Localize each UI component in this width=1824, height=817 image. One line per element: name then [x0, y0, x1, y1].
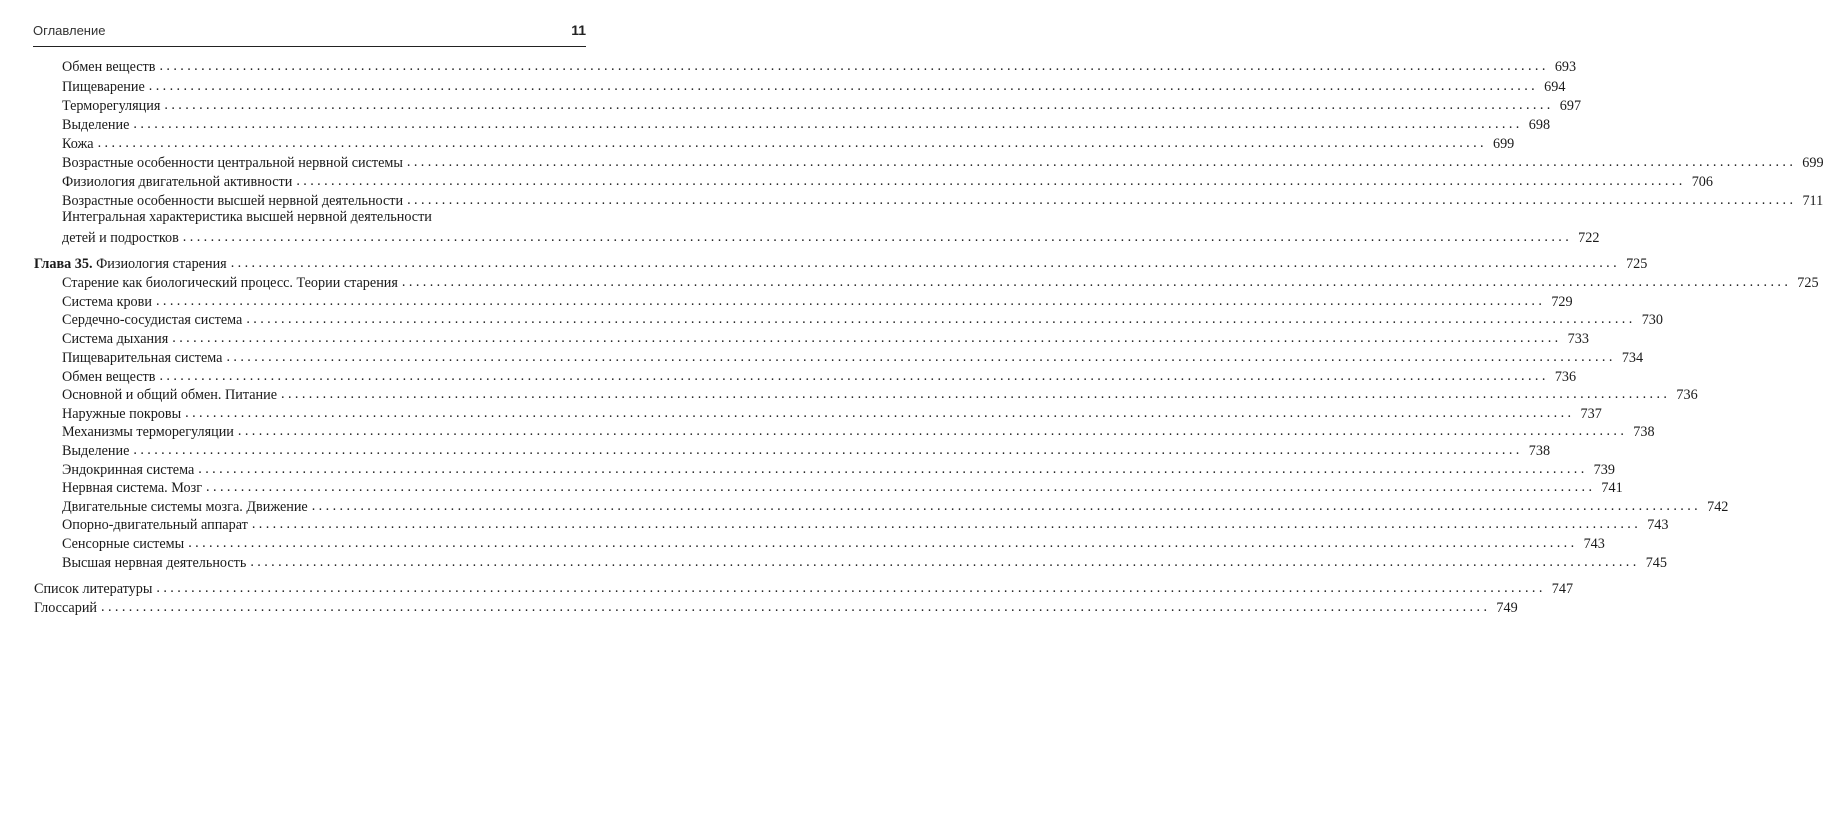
dot-leader: ........................................................................................................................................................................................................ [296, 173, 1686, 189]
toc-entry-label: Глоссарий [34, 600, 98, 616]
chapter-title: Физиология старения [96, 256, 227, 272]
toc-entry-label: Старение как биологический процесс. Теории старения [62, 275, 398, 291]
dot-leader: ........................................................................................................................................................................................................ [182, 229, 1573, 245]
toc-entry-label: Опорно-двигательный аппарат [62, 517, 248, 533]
toc-entry[interactable] [62, 552, 1667, 572]
toc-entry-label: Эндокринная система [62, 462, 195, 478]
toc-entry-label: Возрастные особенности высшей нервной деятельности [62, 193, 404, 209]
toc-entry[interactable] [62, 477, 1623, 497]
toc-entry[interactable] [62, 208, 584, 228]
toc-entry-page: 739 [1593, 462, 1615, 478]
toc-entry-page: 698 [1528, 117, 1551, 133]
toc-entry-label: Двигательные системы мозга. Движение [62, 499, 308, 515]
toc-entry[interactable] [62, 459, 1615, 479]
toc-entry-page: 747 [1551, 581, 1574, 597]
toc-entry[interactable] [62, 496, 1729, 516]
toc-entry-label: Наружные покровы [62, 406, 182, 422]
toc-entry-page: 743 [1583, 536, 1605, 552]
toc-entry-page: 742 [1707, 499, 1729, 515]
toc-entry-page: 699 [1492, 136, 1515, 152]
toc-entry-label: детей и подростков [62, 230, 179, 246]
toc-entry-page: 729 [1551, 294, 1573, 310]
toc-entry-label: Кожа [62, 136, 94, 152]
dot-leader: ........................................................................................................................................................................................................ [198, 461, 1588, 477]
toc-entry[interactable] [62, 171, 1713, 191]
toc-entry[interactable] [62, 133, 1515, 153]
dot-leader: ........................................................................................................................................................................................................ [148, 78, 1539, 94]
dot-leader: ........................................................................................................................................................................................................ [156, 580, 1546, 596]
toc-entry[interactable] [62, 421, 1655, 441]
chapter-number: Глава 35. [34, 256, 93, 272]
toc-entry-page: 745 [1645, 555, 1667, 571]
dot-leader: ........................................................................................................................................................................................................ [401, 274, 1792, 290]
dot-leader: ........................................................................................................................................................................................................ [101, 599, 1491, 615]
dot-leader: ........................................................................................................................................................................................................ [155, 293, 1546, 309]
toc-entry-label: Физиология двигательной активности [62, 174, 293, 190]
toc-entry[interactable] [62, 328, 1589, 348]
toc-entry-page: 711 [1802, 193, 1824, 209]
toc-entry-page: 743 [1647, 517, 1669, 533]
toc-entry-page: 734 [1621, 350, 1644, 366]
toc-entry[interactable] [62, 533, 1605, 553]
toc-entry-label: Система дыхания [62, 331, 169, 347]
dot-leader: ........................................................................................................................................................................................................ [164, 97, 1554, 113]
dot-leader: ........................................................................................................................................................................................................ [407, 192, 1797, 208]
toc-entry-label: Пищеварение [62, 79, 145, 95]
toc-entry-page: 694 [1544, 79, 1566, 95]
toc-entry-label: Механизмы терморегуляции [62, 424, 234, 440]
toc-entry[interactable] [62, 366, 1577, 386]
toc-entry-label: Основной и общий обмен. Питание [62, 387, 277, 403]
toc-entry[interactable] [62, 384, 1698, 404]
toc-entry-label: Возрастные особенности центральной нервной системы [62, 155, 403, 171]
running-header-title: Оглавление [33, 23, 106, 38]
toc-entry[interactable] [62, 114, 1551, 134]
toc-entry-label: Обмен веществ [62, 369, 156, 385]
toc-entry-page: 733 [1567, 331, 1589, 347]
toc-entry-label: Система крови [62, 294, 152, 310]
toc-entry-page: 738 [1528, 443, 1551, 459]
dot-leader: ........................................................................................................................................................................................................ [281, 386, 1671, 402]
toc-entry-page: 722 [1578, 230, 1600, 246]
toc-entry-label: Высшая нервная деятельность [62, 555, 247, 571]
toc-entry[interactable] [62, 309, 1663, 329]
running-header [33, 18, 586, 47]
toc-entry-bibliography[interactable] [34, 578, 1574, 598]
dot-leader: ........................................................................................................................................................................................................ [172, 330, 1562, 346]
toc-chapter-label [34, 255, 231, 273]
toc-entry[interactable] [62, 272, 1819, 292]
toc-entry-label: Терморегуляция [62, 98, 161, 114]
dot-leader: ........................................................................................................................................................................................................ [406, 154, 1797, 170]
toc-entry-page: 725 [1626, 256, 1648, 272]
toc-entry-label: Список литературы [34, 581, 153, 597]
toc-entry[interactable] [62, 190, 1824, 210]
toc-entry[interactable] [62, 347, 1644, 367]
toc-entry[interactable] [62, 152, 1824, 172]
dot-leader: ........................................................................................................................................................................................................ [311, 498, 1702, 514]
toc-entry-page: 736 [1554, 369, 1577, 385]
toc-entry[interactable] [62, 95, 1582, 115]
toc-entry-page: 741 [1601, 480, 1623, 496]
toc-entry-label: Пищеварительная система [62, 350, 223, 366]
toc-entry-label: Сенсорные системы [62, 536, 185, 552]
toc-entry[interactable] [62, 76, 1566, 96]
dot-leader: ........................................................................................................................................................................................................ [159, 368, 1549, 384]
dot-leader: ........................................................................................................................................................................................................ [133, 442, 1523, 458]
dot-leader: ........................................................................................................................................................................................................ [188, 535, 1578, 551]
dot-leader: ........................................................................................................................................................................................................ [246, 311, 1636, 327]
dot-leader: ........................................................................................................................................................................................................ [159, 58, 1549, 74]
toc-entry-label: Сердечно-сосудистая система [62, 312, 243, 328]
toc-entry-page: 738 [1633, 424, 1655, 440]
toc-entry-page: 725 [1797, 275, 1819, 291]
toc-entry[interactable] [62, 403, 1602, 423]
toc-entry-label: Выделение [62, 117, 130, 133]
running-header-page-number: 11 [571, 22, 586, 38]
toc-entry-page: 736 [1676, 387, 1698, 403]
toc-entry-page: 706 [1691, 174, 1713, 190]
toc-entry-label: Выделение [62, 443, 130, 459]
toc-entry-page: 697 [1559, 98, 1582, 114]
toc-entry[interactable] [62, 514, 1669, 534]
toc-entry[interactable] [62, 227, 1600, 247]
toc-entry-label: Нервная система. Мозг [62, 480, 203, 496]
toc-entry-label: Интегральная характеристика высшей нервной деятельности [62, 209, 432, 225]
dot-leader: ........................................................................................................................................................................................................ [226, 349, 1616, 365]
toc-entry-page: 737 [1580, 406, 1602, 422]
toc-entry-page: 730 [1641, 312, 1663, 328]
toc-entry-page: 693 [1554, 59, 1577, 75]
dot-leader: ........................................................................................................................................................................................................ [237, 423, 1628, 439]
toc-chapter-entry[interactable] [34, 253, 1648, 273]
dot-leader: ........................................................................................................................................................................................................ [250, 554, 1640, 570]
dot-leader: ........................................................................................................................................................................................................ [97, 135, 1487, 151]
toc-entry[interactable] [62, 291, 1573, 311]
dot-leader: ........................................................................................................................................................................................................ [251, 516, 1642, 532]
toc-entry[interactable] [62, 56, 1577, 76]
toc-entry-label: Обмен веществ [62, 59, 156, 75]
toc-entry[interactable] [62, 440, 1551, 460]
dot-leader: ........................................................................................................................................................................................................ [133, 116, 1523, 132]
toc-entry-glossary[interactable] [34, 597, 1518, 617]
toc-entry-page: 749 [1496, 600, 1518, 616]
dot-leader: ........................................................................................................................................................................................................ [230, 255, 1621, 271]
toc-entry-page: 699 [1802, 155, 1824, 171]
dot-leader: ........................................................................................................................................................................................................ [185, 405, 1575, 421]
dot-leader: ........................................................................................................................................................................................................ [206, 479, 1596, 495]
